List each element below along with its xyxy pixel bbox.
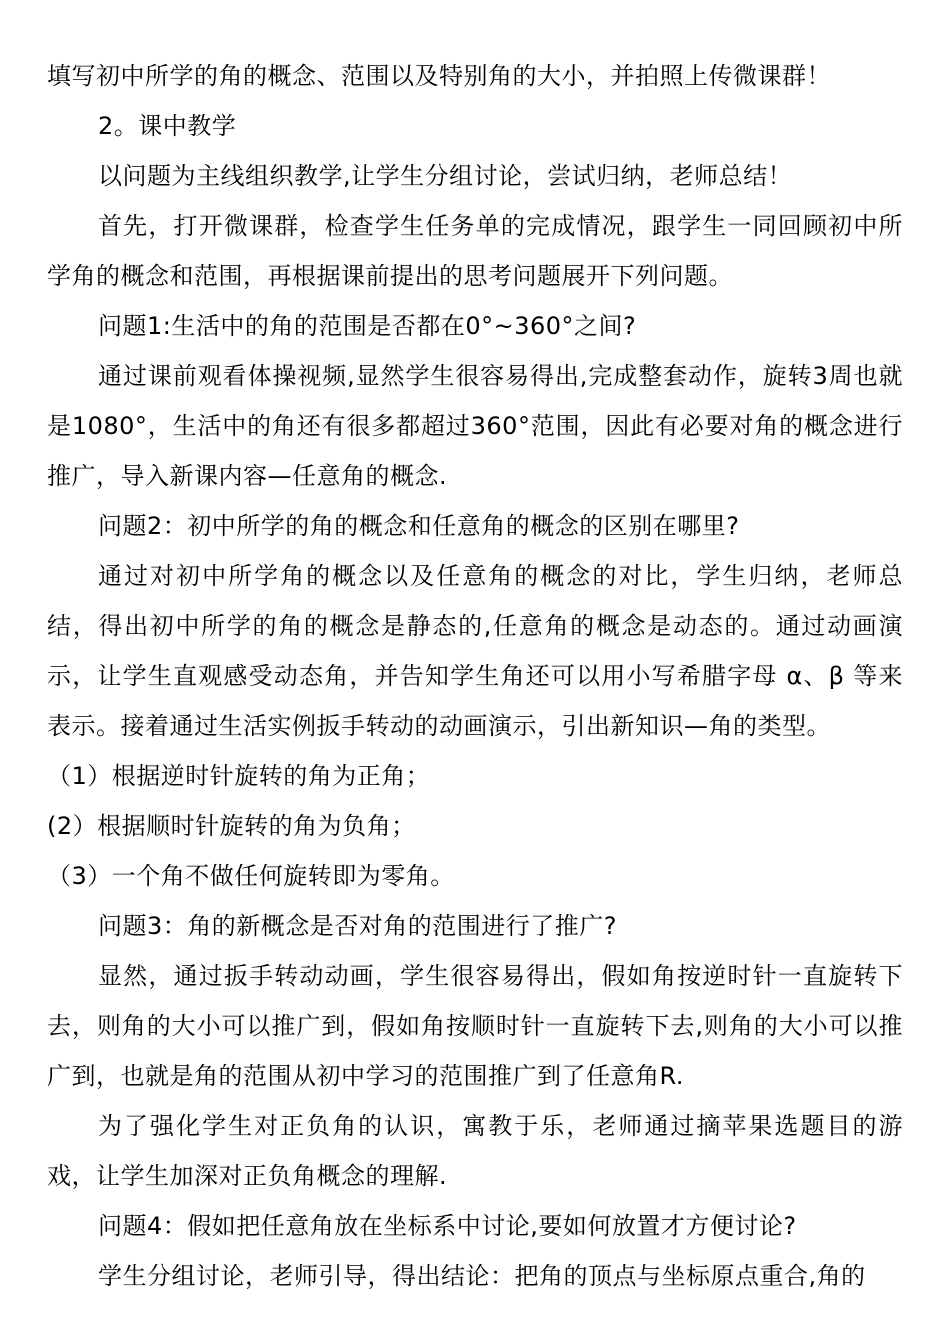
document-page [47, 51, 903, 1301]
list-item-positive-angle: （1）根据逆时针旋转的角为正角； [47, 762, 431, 790]
section-heading-in-class: 2。课中教学 [98, 112, 237, 140]
list-item-negative-angle: (2）根据顺时针旋转的角为负角； [47, 812, 416, 840]
paragraph-teaching-method: 以问题为主线组织教学,让学生分组讨论，尝试归纳，老师总结！ [98, 162, 793, 190]
question-1: 问题1:生活中的角的范围是否都在0°~360°之间? [98, 312, 637, 340]
paragraph-answer-2: 通过对初中所学角的概念以及任意角的概念的对比，学生归纳，老师总结，得出初中所学的角的概念是静态的,任意角的概念是动态的。通过动画演示，让学生直观感受动态角，并告知学生角还可以用小写希腊字母 α、β 等来表示。接着通过生活实例扳手转动的动画演示，引出新知识—角的类型。 [47, 562, 903, 740]
paragraph-review: 首先，打开微课群，检查学生任务单的完成情况，跟学生一同回顾初中所学角的概念和范围，再根据课前提出的思考问题展开下列问题。 [47, 212, 903, 290]
list-item-zero-angle: （3）一个角不做任何旋转即为零角。 [47, 862, 455, 890]
paragraph-answer-1: 通过课前观看体操视频,显然学生很容易得出,完成整套动作，旋转3周也就是1080°，生活中的角还有很多都超过360°范围，因此有必要对角的概念进行推广，导入新课内容—任意角的概念. [47, 362, 903, 490]
paragraph-answer-4: 学生分组讨论，老师引导，得出结论：把角的顶点与坐标原点重合,角的 [98, 1262, 866, 1290]
question-3: 问题3：角的新概念是否对角的范围进行了推广? [98, 912, 618, 940]
question-2: 问题2：初中所学的角的概念和任意角的概念的区别在哪里? [98, 512, 740, 540]
paragraph-pre-class-task: 填写初中所学的角的概念、范围以及特别角的大小，并拍照上传微课群！ [47, 62, 831, 90]
paragraph-game: 为了强化学生对正负角的认识，寓教于乐，老师通过摘苹果选题目的游戏，让学生加深对正负角概念的理解. [47, 1112, 903, 1190]
question-4: 问题4：假如把任意角放在坐标系中讨论,要如何放置才方便讨论? [98, 1212, 797, 1240]
paragraph-answer-3: 显然，通过扳手转动动画，学生很容易得出，假如角按逆时针一直旋转下去，则角的大小可以推广到，假如角按顺时针一直旋转下去,则角的大小可以推广到，也就是角的范围从初中学习的范围推广到了任意角R. [47, 962, 903, 1090]
